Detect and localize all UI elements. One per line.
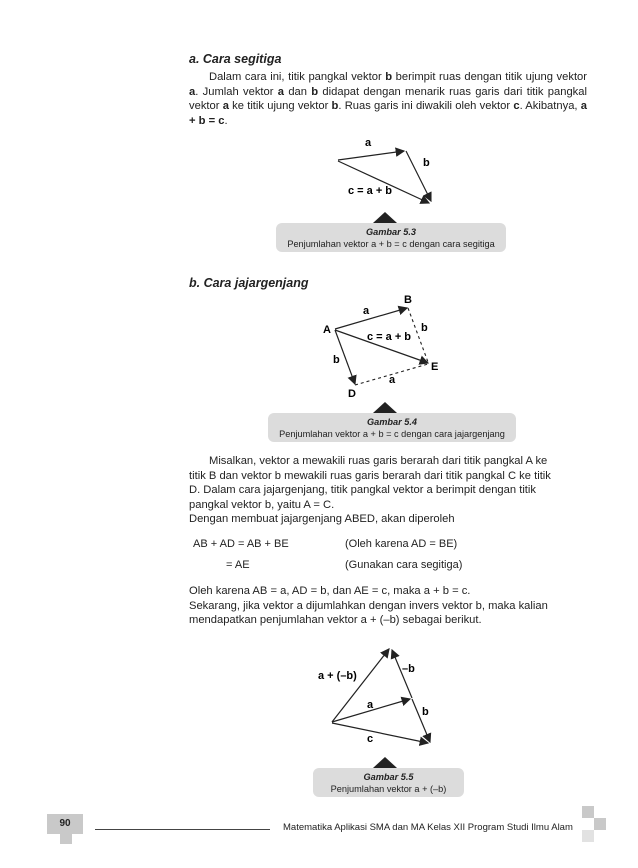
caption-title: Gambar 5.3 (365, 227, 417, 237)
vector-a-arrow (338, 151, 404, 160)
point-d-label: D (348, 388, 356, 400)
text-line: D. Dalam cara jajargenjang, titik pangkal vektor a berimpit dengan titik (189, 484, 536, 497)
label-a: a (367, 699, 374, 711)
label-a-top: a (363, 305, 370, 317)
footer-decoration (594, 818, 606, 830)
text-line: Oleh karena AB = a, AD = b, dan AE = c, maka a + b = c. (189, 585, 471, 597)
figure-5-4-parallelogram (315, 290, 450, 400)
point-b-label: B (404, 294, 412, 306)
footer-divider (95, 829, 270, 830)
vector-ab-arrow (335, 308, 407, 329)
caption-text: Penjumlahan vektor a + (–b) (330, 784, 447, 794)
text-line: titik B dan vektor b mewakili ruas garis berarah dari titik pangkal C ke titik (189, 469, 551, 482)
footer-decoration (60, 834, 72, 844)
section-b-title: b. Cara jajargenjang (189, 276, 309, 290)
text-line: Dengan membuat jajargenjang ABED, akan diperoleh (189, 513, 455, 526)
equation-row-2-left: = AE (226, 559, 250, 571)
label-neg-b: –b (402, 663, 415, 675)
point-e-label: E (431, 361, 439, 373)
text-span: . Ruas garis ini diwakili oleh vektor (338, 100, 514, 113)
figure-5-3-triangle (320, 130, 450, 210)
label-b-left: b (333, 354, 340, 366)
vector-c: c (513, 100, 520, 113)
caption-title: Gambar 5.4 (366, 417, 418, 427)
label-a: a (365, 137, 372, 149)
caption-pointer-icon (373, 402, 397, 413)
text-span: . Jumlah vektor (195, 85, 278, 98)
text-span: didapat dengan menarik ruas garis dari titik pangkal vektor (189, 85, 587, 113)
text-span: . (224, 114, 228, 127)
footer-decoration (582, 830, 594, 842)
caption-text: Penjumlahan vektor a + b = c dengan cara segitiga (287, 239, 495, 249)
label-b: b (422, 706, 429, 718)
paragraph-inverse-vector (189, 584, 587, 628)
label-c: c = a + b (348, 185, 393, 197)
label-c: c = a + b (367, 331, 412, 343)
text-span: . Akibatnya, (519, 100, 581, 113)
equation-inline: a + b = c (189, 100, 587, 127)
text-line: Misalkan, vektor a mewakili ruas garis berarah dari titik pangkal A ke (209, 455, 548, 467)
figure-5-3-caption (276, 223, 506, 252)
text-span: Dalam cara ini, titik pangkal vektor (209, 71, 386, 83)
caption-title: Gambar 5.5 (363, 772, 414, 782)
label-b-right: b (421, 322, 428, 334)
paragraph-triangle-method (189, 70, 587, 128)
caption-text: Penjumlahan vektor a + b = c dengan cara jajargenjang (279, 429, 505, 439)
text-span: dan (284, 85, 312, 98)
figure-5-5-caption (313, 768, 464, 797)
vector-a: a (277, 85, 285, 98)
text-line: mendapatkan penjumlahan vektor a + (–b) sebagai berikut. (189, 614, 482, 627)
vector-b: b (385, 71, 393, 83)
label-a-plus-neg-b: a + (–b) (318, 670, 357, 682)
paragraph-parallelogram-method (189, 454, 587, 527)
text-span: berimpit ruas dengan titik ujung vektor (392, 71, 588, 83)
vector-b: b (311, 85, 319, 98)
text-line: Sekarang, jika vektor a dijumlahkan dengan invers vektor b, maka kalian (189, 599, 548, 612)
vector-a: a (222, 100, 229, 113)
caption-pointer-icon (373, 212, 397, 223)
vector-b: b (331, 100, 339, 113)
text-line: pangkal vektor b, yaitu A = C. (189, 498, 335, 511)
caption-pointer-icon (373, 757, 397, 768)
point-a-label: A (323, 324, 331, 336)
equation-row-2-right: (Gunakan cara segitiga) (345, 559, 463, 571)
section-a-title: a. Cara segitiga (189, 52, 282, 66)
label-c: c (367, 733, 374, 745)
equation-row-1-left: AB + AD = AB + BE (193, 538, 289, 550)
label-b: b (423, 157, 430, 169)
vector-c-arrow (332, 723, 428, 743)
book-title: Matematika Aplikasi SMA dan MA Kelas XII Program Studi Ilmu Alam (283, 822, 573, 833)
vector-sum-arrow (332, 649, 389, 722)
figure-5-5-vector-subtraction (312, 638, 442, 756)
label-a-bottom: a (389, 374, 396, 386)
footer-decoration (582, 806, 594, 818)
text-span: ke titik ujung vektor (228, 100, 332, 113)
page-number: 90 (47, 814, 83, 834)
figure-5-4-caption (268, 413, 516, 442)
vector-a: a (189, 85, 196, 98)
equation-row-1-right: (Oleh karena AD = BE) (345, 538, 458, 550)
